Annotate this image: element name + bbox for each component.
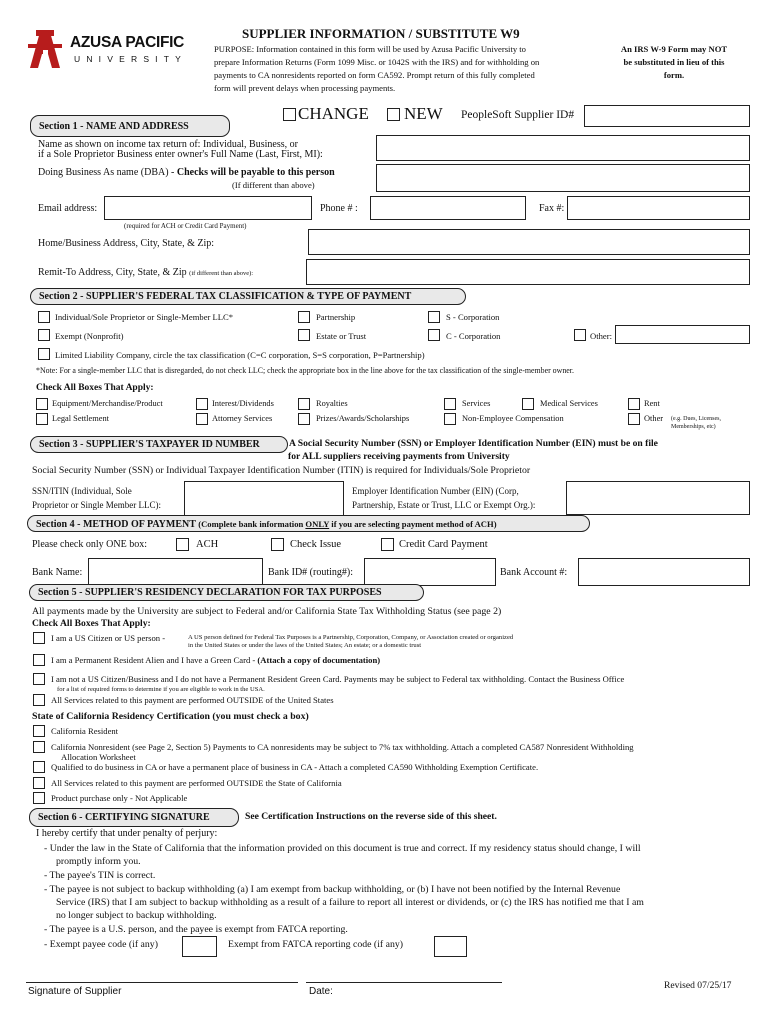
other-payment-checkbox[interactable] [628, 413, 640, 425]
other-class-field[interactable] [615, 325, 750, 344]
certify-3a: - The payee is not subject to backup withholding (a) I am exempt from backup withholding, or (b) I have not been notified by the Internal Revenue [44, 884, 621, 895]
ca-nonresident-checkbox[interactable] [33, 741, 45, 753]
irs-note-l1: An IRS W-9 Form may NOT [620, 44, 728, 54]
ca-nonresident-label-a: California Nonresident (see Page 2, Section 5) Payments to CA nonresidents may be subject to 7% tax withholding. Attach a completed CA587 Nonresident Withholding [51, 742, 634, 752]
change-checkbox[interactable] [283, 108, 296, 121]
certify-intro: I hereby certify that under penalty of perjury: [36, 828, 218, 839]
attorney-checkbox[interactable] [196, 413, 208, 425]
permanent-resident-label [51, 655, 380, 665]
bank-id-label: Bank ID# (routing#): [268, 567, 353, 578]
bank-account-field[interactable] [578, 558, 750, 586]
ach-checkbox[interactable] [176, 538, 189, 551]
revised-date: Revised 07/25/17 [664, 980, 732, 991]
check-issue-checkbox[interactable] [271, 538, 284, 551]
section-4-heading [27, 515, 590, 532]
non-us-label: I am not a US Citizen/Business and I do not have a Permanent Resident Green Card. Payments may be subject to Federal tax withholding. Contact the Business Office [51, 674, 625, 684]
home-address-label: Home/Business Address, City, State, & Zip: [38, 238, 215, 249]
ssn-label-b: Proprietor or Single Member LLC): [32, 500, 161, 510]
change-label: CHANGE [298, 104, 369, 123]
other-class-checkbox[interactable] [574, 329, 586, 341]
non-us-note: for a list of required forms to determine if you are eligible to work in the USA. [57, 686, 265, 693]
section-6-heading: Section 6 - CERTIFYING SIGNATURE [29, 808, 239, 827]
certify-4: - The payee is a U.S. person, and the payee is exempt from FATCA reporting. [44, 924, 348, 935]
us-citizen-label: I am a US Citizen or US person - [51, 633, 166, 643]
equipment-checkbox[interactable] [36, 398, 48, 410]
bank-name-field[interactable] [88, 558, 263, 586]
purpose-l4: form will prevent delays when processing payments. [214, 83, 396, 93]
purpose-l1: PURPOSE: Information contained in this form will be used by Azusa Pacific University to [214, 44, 526, 54]
fatca-label: Exempt from FATCA reporting code (if any) [228, 939, 404, 950]
fax-label: Fax #: [539, 203, 565, 214]
supplier-id-label: PeopleSoft Supplier ID# [461, 109, 575, 121]
section-2-heading: Section 2 - SUPPLIER'S FEDERAL TAX CLASSIFICATION & TYPE OF PAYMENT [30, 288, 466, 305]
new-label: NEW [404, 104, 443, 123]
permanent-resident-label-b: (Attach a copy of documentation) [257, 655, 381, 665]
section-5-heading: Section 5 - SUPPLIER'S RESIDENCY DECLARATION FOR TAX PURPOSES [29, 584, 424, 601]
remit-label-a: Remit-To Address, City, State, & Zip [38, 267, 187, 278]
azusa-logo-icon [26, 28, 66, 70]
date-line[interactable] [306, 982, 502, 983]
interest-checkbox[interactable] [196, 398, 208, 410]
royalties-label: Royalties [316, 399, 348, 408]
prizes-label: Prizes/Awards/Scholarships [316, 414, 410, 423]
university-logo [26, 28, 196, 72]
dba-label-b: Checks will be payable to this person [176, 167, 335, 178]
legal-name-label-l2: if a Sole Proprietor Business enter owner's Full Name (Last, First, MI): [38, 149, 323, 160]
other-class-label: Other: [590, 331, 612, 341]
check-one-label: Please check only ONE box: [32, 539, 147, 550]
certify-3b: Service (IRS) that I am subject to backup withholding as a result of a failure to report all interest or dividends, or (c) the IRS has notified me that I am [56, 897, 644, 908]
email-field[interactable] [104, 196, 312, 220]
ein-label-b: Partnership, Estate or Trust, LLC or Exempt Org.): [352, 500, 536, 510]
certify-1b: promptly inform you. [56, 856, 141, 867]
form-title: SUPPLIER INFORMATION / SUBSTITUTE W9 [242, 26, 520, 41]
dba-label [38, 167, 335, 178]
ca-nonresident-label-b: Allocation Worksheet [61, 752, 136, 762]
logo-name: AZUSA PACIFIC [70, 34, 185, 51]
estate-label: Estate or Trust [316, 331, 367, 341]
see-certification-note: See Certification Instructions on the reverse side of this sheet. [245, 811, 497, 822]
section-4-note-b: if you are selecting payment method of ACH) [329, 519, 497, 529]
section-3-heading: Section 3 - SUPPLIER'S TAXPAYER ID NUMBER [30, 436, 288, 453]
section-4-note-only: ONLY [305, 519, 330, 529]
individual-label: Individual/Sole Proprietor or Single-Member LLC* [55, 312, 234, 322]
exempt-payee-field[interactable] [182, 936, 217, 957]
ccorp-checkbox[interactable] [428, 329, 440, 341]
dba-note: (If different than above) [232, 180, 315, 190]
dba-field[interactable] [376, 164, 750, 192]
email-note: (required for ACH or Credit Card Payment) [124, 222, 247, 230]
remit-address-field[interactable] [306, 259, 750, 285]
check-issue-label: Check Issue [290, 539, 342, 550]
certify-3c: no longer subject to backup withholding. [56, 910, 217, 921]
royalties-checkbox[interactable] [298, 398, 310, 410]
certify-2: - The payee's TIN is correct. [44, 870, 156, 881]
exempt-label: Exempt (Nonprofit) [55, 331, 124, 341]
bank-account-label: Bank Account #: [500, 567, 568, 578]
logo-sub: UNIVERSITY [74, 54, 188, 64]
exempt-checkbox[interactable] [38, 329, 50, 341]
bank-name-label: Bank Name: [32, 567, 83, 578]
phone-field[interactable] [370, 196, 526, 220]
llc-checkbox[interactable] [38, 348, 50, 360]
partnership-label: Partnership [316, 312, 356, 322]
us-citizen-note-a: A US person defined for Federal Tax Purposes is a Partnership, Corporation, Company, or Association created or organized [188, 634, 514, 641]
prizes-checkbox[interactable] [298, 413, 310, 425]
partnership-checkbox[interactable] [298, 311, 310, 323]
ach-label: ACH [196, 539, 219, 550]
other-payment-note-b: Memberships, etc) [671, 424, 716, 430]
irs-note-l2: be substituted in lieu of this [623, 57, 725, 67]
purpose-l2: prepare Information Returns (Form 1099 Misc. or 1042S with the IRS) and for withholding on [214, 57, 540, 67]
nonemp-checkbox[interactable] [444, 413, 456, 425]
signature-label: Signature of Supplier [28, 986, 122, 997]
services-checkbox[interactable] [444, 398, 456, 410]
signature-line[interactable] [26, 982, 298, 983]
scorp-checkbox[interactable] [428, 311, 440, 323]
phone-label: Phone # : [320, 203, 358, 214]
fax-field[interactable] [567, 196, 750, 220]
outside-us-checkbox[interactable] [33, 694, 45, 706]
check-all-label: Check All Boxes That Apply: [36, 383, 154, 393]
other-payment-note-a: (e.g. Dues, Licenses, [671, 416, 721, 422]
legal-checkbox[interactable] [36, 413, 48, 425]
ssn-field[interactable] [184, 481, 344, 517]
section-3-line: Social Security Number (SSN) or Individual Taxpayer Identification Number (ITIN) is required for Individuals/Sole Proprietor [32, 465, 531, 476]
outside-ca-label: All Services related to this payment are performed OUTSIDE the State of California [51, 778, 342, 788]
ein-label-a: Employer Identification Number (EIN) (Corp, [352, 486, 519, 496]
ca-resident-checkbox[interactable] [33, 725, 45, 737]
section-3-side-a: A Social Security Number (SSN) or Employer Identification Number (EIN) must be on file [289, 438, 658, 449]
legal-name-label-l1: Name as shown on income tax return of: Individual, Business, or [38, 139, 298, 150]
attorney-label: Attorney Services [212, 414, 273, 423]
rent-checkbox[interactable] [628, 398, 640, 410]
services-label: Services [462, 399, 491, 408]
irs-note-l3: form. [663, 70, 685, 80]
email-label: Email address: [38, 203, 98, 214]
medical-checkbox[interactable] [522, 398, 534, 410]
outside-ca-checkbox[interactable] [33, 777, 45, 789]
fatca-field[interactable] [434, 936, 467, 957]
qualified-ca-checkbox[interactable] [33, 761, 45, 773]
llc-note: *Note: For a single-member LLC that is disregarded, do not check LLC; check the appropriate box in the line above for the tax classification of the single-member owner. [36, 366, 574, 375]
ca-residency-heading: State of California Residency Certification (you must check a box) [32, 711, 309, 722]
other-payment-label: Other [644, 414, 664, 423]
outside-us-label: All Services related to this payment are performed OUTSIDE of the United States [51, 695, 334, 705]
residency-check-all: Check All Boxes That Apply: [32, 618, 151, 629]
residency-intro: All payments made by the University are subject to Federal and/or California State Tax Withholding Status (see page 2) [32, 606, 502, 617]
section-3-side-b: for ALL suppliers receiving payments from University [288, 451, 510, 462]
section-1-heading: Section 1 - NAME AND ADDRESS [30, 115, 230, 137]
equipment-label: Equipment/Merchandise/Product [52, 399, 163, 408]
nonemp-label: Non-Employee Compensation [462, 414, 564, 423]
estate-checkbox[interactable] [298, 329, 310, 341]
qualified-ca-label: Qualified to do business in CA or have a permanent place of business in CA - Attach a completed CA590 Withholding Exemption Certificate. [51, 762, 539, 772]
ssn-label-a: SSN/ITIN (Individual, Sole [32, 486, 132, 496]
ccorp-label: C - Corporation [446, 331, 501, 341]
credit-card-label: Credit Card Payment [399, 539, 488, 550]
medical-label: Medical Services [540, 399, 598, 408]
llc-label: Limited Liability Company, circle the tax classification (C=C corporation, S=S corporation, P=Partnership) [55, 350, 425, 360]
home-address-field[interactable] [308, 229, 750, 255]
individual-checkbox[interactable] [38, 311, 50, 323]
section-4-note-a: (Complete bank information [198, 519, 306, 529]
exempt-payee-label: - Exempt payee code (if any) [44, 939, 158, 950]
supplier-id-field[interactable] [584, 105, 750, 127]
interest-label: Interest/Dividends [212, 399, 274, 408]
remit-label-b: (if different than above): [189, 270, 254, 277]
us-citizen-note-b: in the United States or under the laws of the United States; An estate; or a domestic trust [188, 642, 422, 649]
credit-card-checkbox[interactable] [381, 538, 394, 551]
us-citizen-checkbox[interactable] [33, 632, 45, 644]
product-only-checkbox[interactable] [33, 792, 45, 804]
bank-id-field[interactable] [364, 558, 496, 586]
new-checkbox[interactable] [387, 108, 400, 121]
dba-label-a: Doing Business As name (DBA) - [38, 167, 177, 178]
section-4-title: Section 4 - METHOD OF PAYMENT [36, 519, 199, 530]
permanent-resident-label-a: I am a Permanent Resident Alien and I have a Green Card - [51, 655, 258, 665]
scorp-label: S - Corporation [446, 312, 500, 322]
permanent-resident-checkbox[interactable] [33, 654, 45, 666]
certify-1a: - Under the law in the State of California that the information provided on this document is true and correct. If my residency status should change, I will [44, 843, 641, 854]
non-us-checkbox[interactable] [33, 673, 45, 685]
ca-resident-label: California Resident [51, 726, 119, 736]
rent-label: Rent [644, 399, 660, 408]
product-only-label: Product purchase only - Not Applicable [51, 793, 188, 803]
legal-label: Legal Settlement [52, 414, 109, 423]
legal-name-field[interactable] [376, 135, 750, 161]
remit-address-label [38, 267, 253, 278]
date-label: Date: [309, 986, 333, 997]
ein-field[interactable] [566, 481, 750, 515]
purpose-l3: payments to CA nonresidents reported on form CA592. Prompt return of this fully completed [214, 70, 535, 80]
